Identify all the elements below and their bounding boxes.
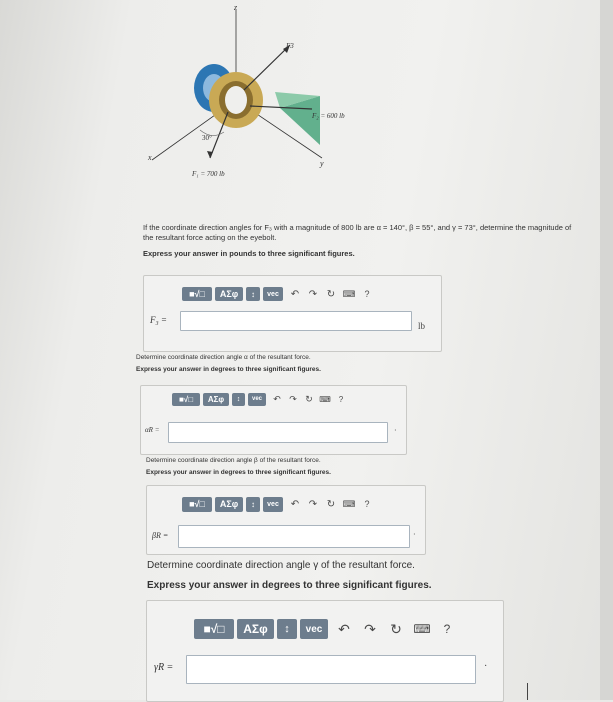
alpha-unit-label: · — [394, 426, 397, 435]
templates-button[interactable]: ■√□ — [182, 287, 212, 301]
greek-symbols-button[interactable]: AΣφ — [203, 393, 229, 406]
vector-button[interactable]: vec — [248, 393, 266, 406]
problem-text: If the coordinate direction angles for F₃ with a magnitude of 800 lb are α = 140°, β = 55°, and γ = 73°, determine the magnitude of the resultant force acting on the eyebolt. — [143, 223, 572, 242]
z-axis-label: z — [234, 3, 238, 12]
subscript-button[interactable]: ↕ — [232, 393, 245, 406]
math-toolbar-part-b — [172, 392, 349, 406]
reset-icon[interactable]: ↻ — [390, 620, 402, 637]
reset-icon[interactable]: ↻ — [305, 393, 313, 404]
alpha-variable-label: αR = — [145, 426, 160, 434]
beta-answer-input[interactable] — [178, 525, 410, 548]
problem-express: Express your answer in pounds to three significant figures. — [143, 249, 355, 258]
y-axis-label: y — [320, 159, 324, 168]
vector-button[interactable]: vec — [263, 497, 283, 512]
x-axis-label: x — [148, 153, 152, 162]
part-d-question: Determine coordinate direction angle γ of the resultant force. — [147, 560, 415, 571]
redo-icon[interactable]: ↷ — [308, 498, 318, 510]
keyboard-icon[interactable]: ⌨ — [319, 394, 331, 404]
redo-icon[interactable]: ↷ — [289, 393, 297, 404]
part-c-question: Determine coordinate direction angle β of the resultant force. — [146, 457, 321, 464]
help-button[interactable]: ? — [443, 622, 451, 636]
subscript-button[interactable]: ↕ — [277, 619, 297, 639]
f2-label: F₂ = 600 lb — [312, 112, 345, 120]
undo-icon[interactable]: ↶ — [290, 498, 300, 510]
math-toolbar-part-c — [182, 496, 376, 512]
redo-icon[interactable]: ↷ — [364, 620, 376, 637]
templates-button[interactable]: ■√□ — [182, 497, 212, 512]
eyebolt-figure — [140, 0, 400, 190]
greek-symbols-button[interactable]: AΣφ — [237, 619, 274, 639]
beta-variable-label: βR = — [152, 531, 169, 540]
gamma-answer-input[interactable] — [186, 655, 476, 684]
alpha-answer-input[interactable] — [168, 422, 388, 443]
f3-unit-label: lb — [418, 321, 426, 331]
vector-button[interactable]: vec — [263, 287, 283, 301]
templates-button[interactable]: ■√□ — [172, 393, 200, 406]
f3-variable-label: F₃ = — [150, 315, 167, 325]
undo-icon[interactable]: ↶ — [290, 288, 300, 300]
text-cursor — [527, 683, 528, 700]
screen-edge — [600, 0, 613, 700]
redo-icon[interactable]: ↷ — [308, 288, 318, 300]
help-button[interactable]: ? — [364, 499, 370, 509]
vector-button[interactable]: vec — [300, 619, 328, 639]
problem-statement — [143, 223, 573, 259]
f1-label: F₁ = 700 lb — [192, 170, 225, 178]
greek-symbols-button[interactable]: AΣφ — [215, 287, 243, 301]
help-button[interactable]: ? — [364, 289, 370, 299]
keyboard-icon[interactable]: ⌨ — [413, 622, 431, 636]
answer-panel-part-d — [146, 600, 504, 702]
keyboard-icon[interactable]: ⌨ — [342, 288, 356, 299]
gamma-variable-label: γR = — [154, 662, 174, 673]
part-b-question: Determine coordinate direction angle α of the resultant force. — [136, 354, 311, 361]
f3-label: F3 — [286, 42, 294, 50]
f3-answer-input[interactable] — [180, 311, 412, 331]
reset-icon[interactable]: ↻ — [326, 498, 336, 510]
subscript-button[interactable]: ↕ — [246, 287, 260, 301]
math-toolbar-part-d — [194, 618, 459, 640]
undo-icon[interactable]: ↶ — [273, 393, 281, 404]
part-b-express: Express your answer in degrees to three significant figures. — [136, 366, 321, 373]
undo-icon[interactable]: ↶ — [338, 620, 350, 637]
keyboard-icon[interactable]: ⌨ — [342, 498, 356, 509]
beta-unit-label: · — [413, 530, 416, 539]
templates-button[interactable]: ■√□ — [194, 619, 234, 639]
greek-symbols-button[interactable]: AΣφ — [215, 497, 243, 512]
part-c-express: Express your answer in degrees to three significant figures. — [146, 469, 331, 476]
math-toolbar-part-a — [182, 286, 376, 302]
gamma-unit-label: · — [484, 661, 488, 672]
part-d-express: Express your answer in degrees to three significant figures. — [147, 580, 432, 591]
f3-vector — [244, 45, 290, 90]
angle-label: 30° — [202, 134, 212, 142]
subscript-button[interactable]: ↕ — [246, 497, 260, 512]
help-button[interactable]: ? — [338, 394, 344, 404]
reset-icon[interactable]: ↻ — [326, 288, 336, 300]
